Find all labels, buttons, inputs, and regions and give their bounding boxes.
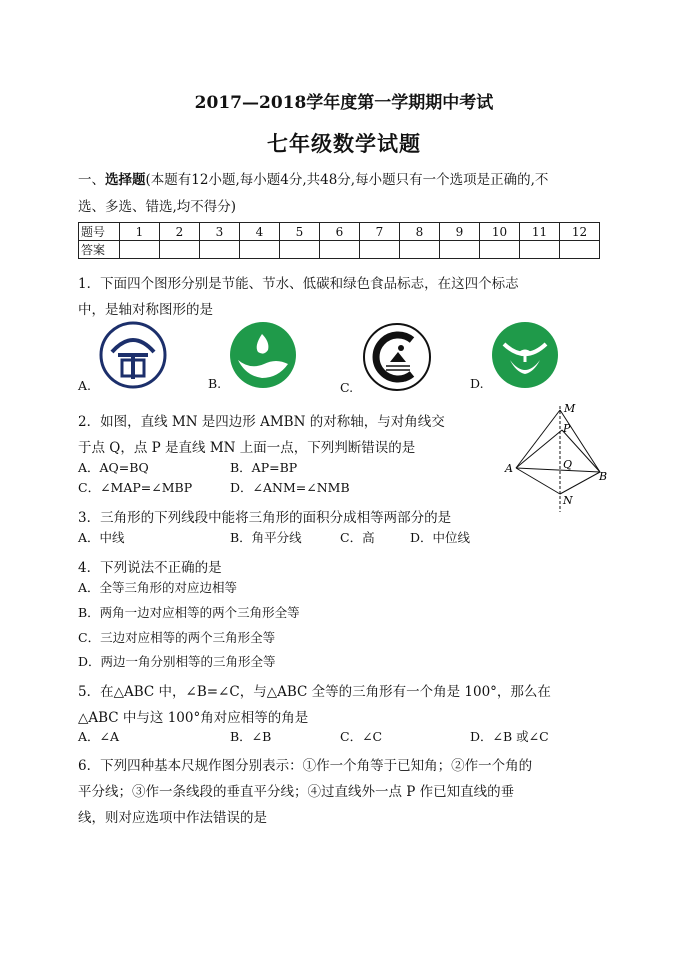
figure-label-m: M xyxy=(564,402,576,415)
answer-cell[interactable] xyxy=(440,241,480,259)
q5-option-b: B．∠B xyxy=(230,729,272,744)
q4-text-line1: 4．下列说法不正确的是 xyxy=(78,560,222,576)
q6-text-line3: 线，则对应选项中作法错误的是 xyxy=(78,810,267,826)
table-cell: 9 xyxy=(440,223,480,241)
q3-option-d: D．中位线 xyxy=(410,530,471,545)
row-label-answer: 答案 xyxy=(79,241,120,259)
figure-label-a: A xyxy=(505,462,513,475)
q4-option-d: D．两边一角分别相等的三角形全等 xyxy=(78,654,276,669)
answer-table xyxy=(78,222,600,259)
answer-cell[interactable] xyxy=(120,241,160,259)
answer-cell[interactable] xyxy=(240,241,280,259)
q4-option-c: C．三边对应相等的两个三角形全等 xyxy=(78,630,276,645)
table-cell: 7 xyxy=(360,223,400,241)
q3-option-c: C．高 xyxy=(340,530,375,545)
table-cell: 5 xyxy=(280,223,320,241)
section1-bold: 选择题 xyxy=(105,172,146,188)
q2-option-c: C．∠MAP=∠MBP xyxy=(78,480,193,495)
q1-text-line2: 中，是轴对称图形的是 xyxy=(78,302,213,318)
q2-option-a: A．AQ=BQ xyxy=(78,460,149,475)
answer-cell[interactable] xyxy=(520,241,560,259)
figure-label-p: P xyxy=(563,422,571,435)
q3-text-line1: 3．三角形的下列线段中能将三角形的面积分成相等两部分的是 xyxy=(78,510,452,526)
q5-option-a: A．∠A xyxy=(78,729,120,744)
q6-text-line2: 平分线；③作一条线段的垂直平分线；④过直线外一点 P 作已知直线的垂 xyxy=(78,784,515,800)
q2-text-line1: 2．如图，直线 MN 是四边形 AMBN 的对称轴，与对角线交 xyxy=(78,414,445,430)
exam-subtitle: 七年级数学试题 xyxy=(267,131,421,156)
answer-cell[interactable] xyxy=(560,241,600,259)
section1-heading-line2: 选、多选、错选,均不得分) xyxy=(78,199,237,215)
q2-option-d: D．∠ANM=∠NMB xyxy=(230,480,350,495)
table-cell: 2 xyxy=(160,223,200,241)
table-cell: 1 xyxy=(120,223,160,241)
q5-option-d: D．∠B 或∠C xyxy=(470,729,549,744)
figure-label-b: B xyxy=(599,470,608,483)
answer-cell[interactable] xyxy=(320,241,360,259)
section1-prefix: 一、 xyxy=(78,172,105,188)
q2-text-line2: 于点 Q，点 P 是直线 MN 上面一点，下列判断错误的是 xyxy=(78,440,416,456)
section1-rest: (本题有12小题,每小题4分,共48分,每小题只有一个选项是正确的,不 xyxy=(145,172,549,188)
q1-option-d: D. xyxy=(470,376,484,391)
answer-cell[interactable] xyxy=(400,241,440,259)
table-cell: 4 xyxy=(240,223,280,241)
section1-heading xyxy=(78,168,548,188)
q3-option-a: A．中线 xyxy=(78,530,125,545)
q4-option-b: B．两角一边对应相等的两个三角形全等 xyxy=(78,605,300,620)
answer-cell[interactable] xyxy=(160,241,200,259)
figure-label-q: Q xyxy=(563,458,573,471)
answer-cell[interactable] xyxy=(480,241,520,259)
table-cell: 10 xyxy=(480,223,520,241)
table-row xyxy=(79,241,600,259)
answer-cell[interactable] xyxy=(280,241,320,259)
q5-text-line2: △ABC 中与这 100°角对应相等的角是 xyxy=(78,710,309,726)
q1-text-line1: 1．下面四个图形分别是节能、节水、低碳和绿色食品标志，在这四个标志 xyxy=(78,276,519,292)
q1-option-a: A. xyxy=(78,378,92,393)
q2-quadrilateral-figure xyxy=(500,400,620,520)
table-cell: 6 xyxy=(320,223,360,241)
q5-option-c: C．∠C xyxy=(340,729,383,744)
q1-option-c: C. xyxy=(340,380,354,395)
energy-saving-logo-icon xyxy=(98,320,168,390)
green-food-logo-icon xyxy=(490,320,560,390)
table-cell: 12 xyxy=(560,223,600,241)
table-row xyxy=(79,223,600,241)
answer-cell[interactable] xyxy=(200,241,240,259)
q3-option-b: B．角平分线 xyxy=(230,530,302,545)
answer-cell[interactable] xyxy=(360,241,400,259)
exam-title: 2017—2018学年度第一学期期中考试 xyxy=(194,93,494,113)
table-cell: 11 xyxy=(520,223,560,241)
low-carbon-logo-icon xyxy=(362,322,432,392)
q6-text-line1: 6．下列四种基本尺规作图分别表示：①作一个角等于已知角；②作一个角的 xyxy=(78,758,533,774)
q1-option-b: B. xyxy=(208,376,222,391)
table-cell: 8 xyxy=(400,223,440,241)
q2-option-b: B．AP=BP xyxy=(230,460,298,475)
table-cell: 3 xyxy=(200,223,240,241)
row-label-number: 题号 xyxy=(79,223,120,241)
water-saving-logo-icon xyxy=(228,320,298,390)
q5-text-line1: 5．在△ABC 中，∠B=∠C，与△ABC 全等的三角形有一个角是 100°，那么在 xyxy=(78,684,551,700)
q4-option-a: A．全等三角形的对应边相等 xyxy=(78,580,238,595)
figure-label-n: N xyxy=(563,494,573,507)
